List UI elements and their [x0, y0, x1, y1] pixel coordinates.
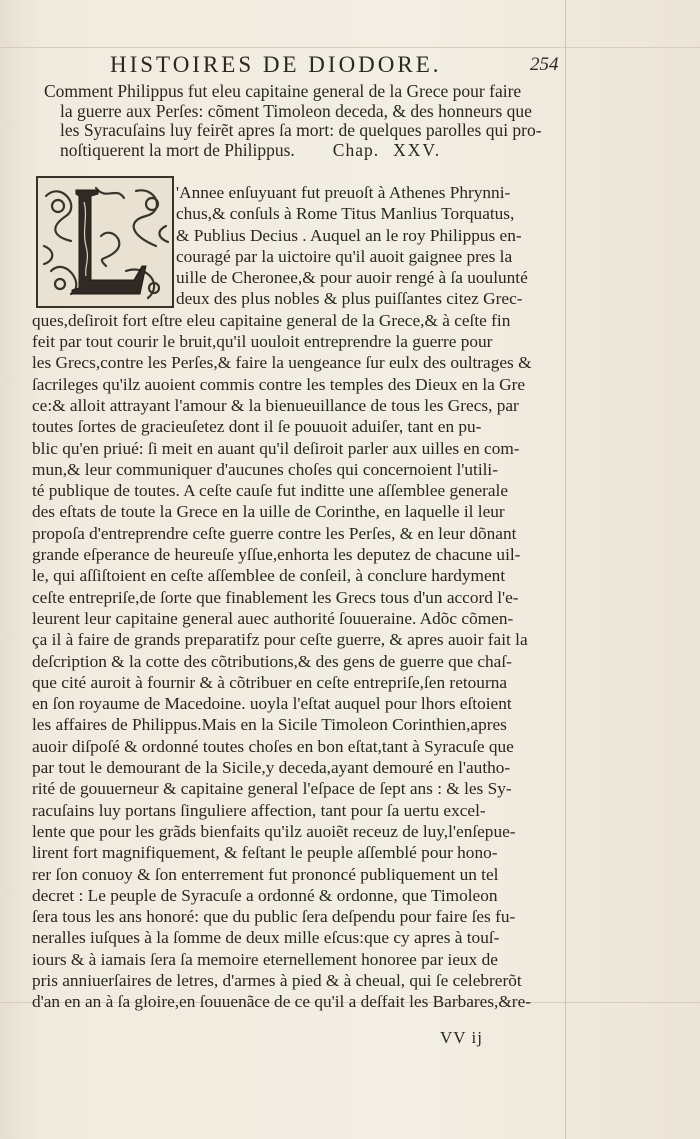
- body-line: mun,& leur communiquer d'aucunes choſes qui concernoient l'utili-: [32, 459, 498, 479]
- body-text: [32, 182, 562, 1013]
- chapter-summary: [44, 82, 564, 160]
- body-line: lirent fort magnifiquement, & feſtant le peuple aſſemblé pour hono-: [32, 843, 498, 863]
- body-line: grande eſperance de heureuſe yſſue,enhorta les deputez de chacune uil-: [32, 545, 521, 565]
- body-line: propoſa d'entreprendre ceſte guerre contre les Perſes, & en leur dõnant: [32, 523, 517, 543]
- body-line: ça il à faire de grands preparatifz pour ceſte guerre, & apres auoir fait la: [32, 630, 528, 650]
- body-line: & Publius Decius . Auquel an le roy Philippus en-: [176, 225, 522, 245]
- summary-line: Comment Philippus fut eleu capitaine general de la Grece pour faire: [44, 81, 522, 101]
- body-line: le, qui aſſiſtoient en ceſte aſſemblee de conſeil, à conclure hardyment: [32, 566, 506, 586]
- page-fold-line: [565, 0, 566, 1139]
- body-line: té publique de toutes. A ceſte cauſe fut inditte une aſſemblee generale: [32, 481, 509, 501]
- body-line: toutes ſortes de gracieuſetez dont il ſe pouuoit aduiſer, tant en pu-: [32, 417, 482, 437]
- body-line: feit par tout courir le bruit,qu'il uouloit entreprendre la guerre pour: [32, 332, 493, 352]
- body-line: ſacrileges qu'ilz auoient commis contre les temples des Dieux en la Gre: [32, 374, 526, 394]
- body-line: en ſon royaume de Macedoine. uoyla l'eſtat auquel pour lhors eſtoient: [32, 694, 512, 714]
- chapter-label: Chap.: [332, 139, 380, 160]
- body-line: blic qu'en priué: ſi meit en auant qu'il deſiroit parler aux uilles en com-: [32, 438, 520, 458]
- body-line: des eſtats de toute la Grece en la uille de Corinthe, en laquelle il leur: [32, 502, 505, 522]
- body-line: d'an en an à ſa gloire,en ſouuenãce de ce qu'il a deſfait les Barbares,&re-: [32, 992, 531, 1012]
- page-fold-line: [0, 47, 700, 48]
- summary-line: [44, 141, 564, 161]
- body-line: que cité auroit à fournir & à cõtribuer en ceſte entrepriſe,ſen retourna: [32, 672, 508, 692]
- body-line: uille de Cheronee,& pour auoir rengé à ſa uoulunté: [176, 268, 528, 288]
- body-line: ques,deſiroit fort eſtre eleu capitaine general de la Grece,& à ceſte fin: [32, 310, 511, 330]
- body-line: rité de gouuerneur & capitaine general l'eſpace de ſept ans : & les Sy-: [32, 779, 512, 799]
- body-line: deſcription & la cotte des cõtributions,& des gens de guerre que chaſ-: [32, 651, 512, 671]
- body-line: ceſte entrepriſe,de ſorte que finablement les Grecs tous d'un accord l'e-: [32, 587, 519, 607]
- body-line: 'Annee enſuyuant fut preuoſt à Athenes Phrynni-: [176, 183, 511, 202]
- body-line: neralles iuſques à la ſomme de deux mille eſcus:que cy apres à touſ-: [32, 928, 500, 948]
- body-line: les Grecs,contre les Perſes,& faire la uengeance ſur eulx des oultrages &: [32, 353, 532, 373]
- body-line: par tout le demourant de la Sicile,y deceda,ayant demouré en l'autho-: [32, 758, 511, 778]
- summary-line-text: noſtiquerent la mort de Philippus.: [60, 139, 295, 160]
- body-line: auoir diſpoſé & ordonné toutes choſes en bon eſtat,tant à Syracuſe que: [32, 736, 514, 756]
- body-line: couragé par la uictoire qu'il auoit gaignee pres la: [176, 246, 513, 266]
- body-line: pris anniuerſaires de letres, d'armes à pied & à cheual, qui ſe celebrerõt: [32, 970, 522, 990]
- body-line: ſera tous les ans honoré: que du public ſera deſpendu pour faire ſes fu-: [32, 907, 516, 927]
- body-line: chus,& conſuls à Rome Titus Manlius Torquatus,: [176, 204, 515, 224]
- summary-line: la guerre aux Perſes: cõment Timoleon deceda, & des honneurs que: [60, 100, 532, 121]
- body-line: lente que pour les grãds bienfaits qu'ilz auoiẽt receuz de luy,l'enſepue-: [32, 821, 516, 841]
- body-line: decret : Le peuple de Syracuſe a ordonné & ordonne, que Timoleon: [32, 885, 498, 905]
- body-line: racuſains luy portans ſinguliere affection, tant pour ſa uertu excel-: [32, 800, 486, 820]
- body-line: iours & à iamais ſera ſa memoire eternellement honoree par ieux de: [32, 949, 498, 969]
- running-head: HISTOIRES DE DIODORE.: [110, 52, 442, 77]
- signature-mark: VV ij: [440, 1028, 483, 1047]
- summary-line: les Syracuſains luy feirẽt apres ſa mort: de quelques parolles qui pro-: [60, 120, 542, 140]
- folio-number: 254: [530, 54, 559, 75]
- body-line: leurent leur capitaine general auec authorité ſouueraine. Adõc cõmen-: [32, 608, 514, 628]
- body-line: rer ſon conuoy & ſon enterrement fut prononcé publiquement un tel: [32, 864, 499, 884]
- page-header: [0, 52, 700, 84]
- body-line: ce:& alloit attrayant l'amour & la bienueuillance de tous les Grecs, par: [32, 395, 519, 415]
- chapter-number: XXV.: [393, 139, 442, 160]
- body-line: les affaires de Philippus.Mais en la Sicile Timoleon Corinthien,apres: [32, 715, 507, 735]
- body-line: deux des plus nobles & plus puiſſantes citez Grec-: [176, 289, 523, 309]
